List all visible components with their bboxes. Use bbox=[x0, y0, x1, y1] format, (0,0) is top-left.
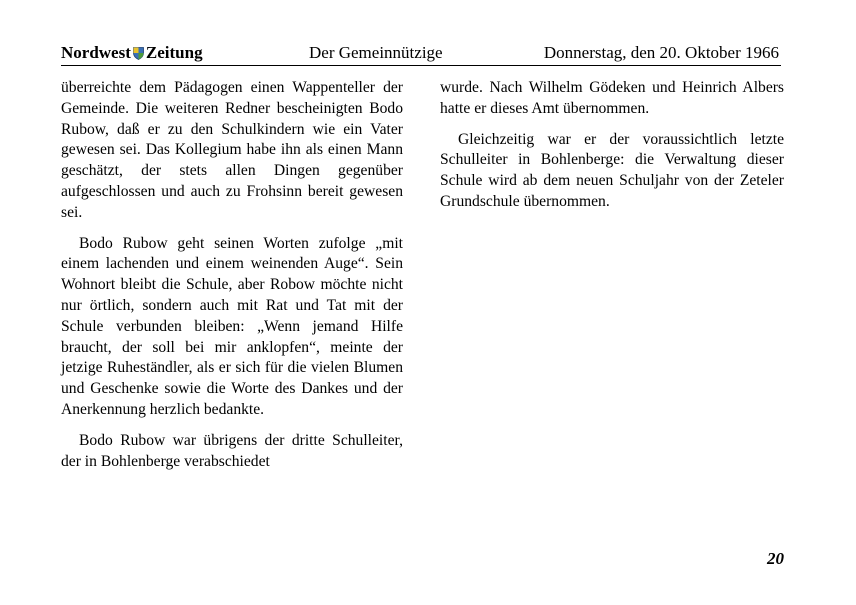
article-left-column bbox=[61, 78, 403, 482]
page-number: 20 bbox=[767, 549, 784, 568]
paragraph: wurde. Nach Wilhelm Gödeken und Heinrich Albers hatte er dieses Amt übernommen. bbox=[440, 79, 784, 117]
newspaper-masthead bbox=[61, 43, 203, 63]
paragraph: Gleichzeitig war er der voraussichtlich letzte Schulleiter in Bohlenberge: die Verwaltung dieser Schule wird ab dem neuen Schuljahr von der Zeteler Grundschule übernommen. bbox=[440, 130, 784, 210]
paragraph: Bodo Rubow geht seinen Worten zufolge „mit einem lachenden und einem weinenden Auge“. Sein Wohnort bleibt die Schule, aber Robow möchte nicht nur örtlich, sondern auch mit Rat und Tat mit der Schule verbunden bleiben: „Wenn jemand Hilfe braucht, der soll bei mir anklopfen“, meinte der jetzige Ruheständler, als er sich für die vielen Blumen und Geschenke sowie die Worte des Dankes und der Anerkennung herzlich bedankte. bbox=[61, 234, 403, 418]
issue-date: Donnerstag, den 20. Oktober 1966 bbox=[543, 43, 779, 62]
section-title: Der Gemeinnützige bbox=[309, 43, 443, 62]
paragraph: überreichte dem Pädagogen einen Wappenteller der Gemeinde. Die weiteren Redner bescheinigten Bodo Rubow, daß er zu den Schulkindern wie ein Vater gewesen sei. Das Kollegium habe ihn als einen Mann geschätzt, der stets allen Dingen gegenüber aufgeschlossen und auch zu Frohsinn bereit gewesen sei. bbox=[61, 79, 403, 221]
coat-of-arms-icon bbox=[133, 47, 144, 60]
paragraph: Bodo Rubow war übrigens der dritte Schulleiter, der in Bohlenberge verabschiedet bbox=[61, 431, 403, 470]
masthead-part2: Zeitung bbox=[145, 43, 203, 62]
article-right-column bbox=[440, 78, 784, 223]
page-header bbox=[61, 41, 781, 66]
masthead-part1: Nordwest bbox=[61, 43, 131, 62]
